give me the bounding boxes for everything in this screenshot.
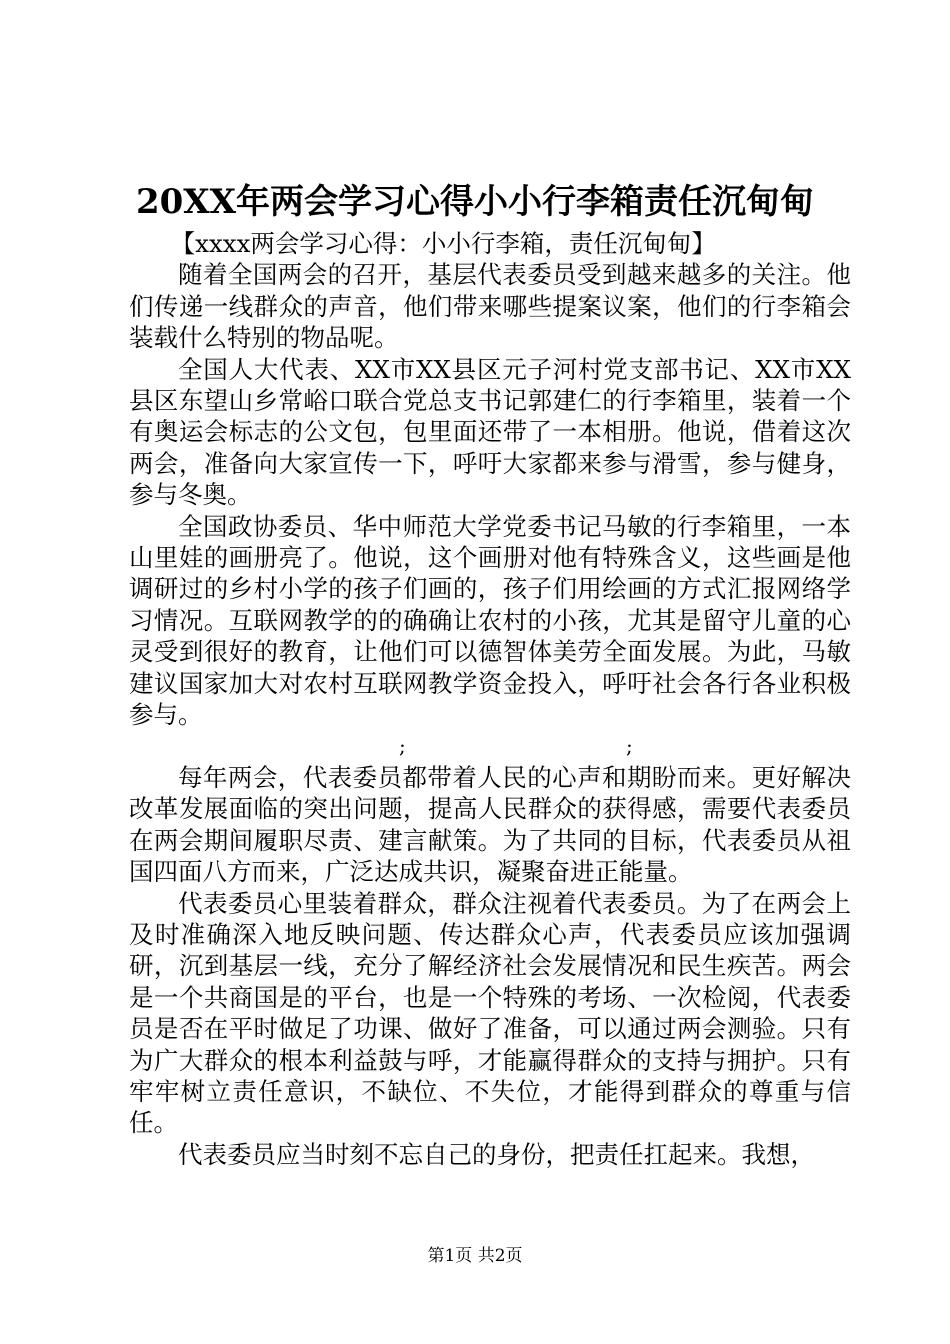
document-subtitle: 【xxxx两会学习心得：小小行李箱，责任沉甸甸】 [170,229,716,258]
separator-row [129,731,851,762]
paragraph-4: 每年两会，代表委员都带着人民的心声和期盼而来。更好解决改革发展面临的突出问题，提高人民群众的获得感，需要代表委员在两会期间履职尽责、建言献策。为了共同的目标，代表委员从祖国四面八方而来，广泛达成共识，凝聚奋进正能量。 [129,762,851,887]
document-body [129,228,851,1170]
page-footer: 第1页 共2页 [427,1246,523,1266]
paragraph-3: 全国政协委员、华中师范大学党委书记马敏的行李箱里，一本山里娃的画册亮了。他说，这个画册对他有特殊含义，这些画是他调研过的乡村小学的孩子们画的，孩子们用绘画的方式汇报网络学习情况。互联网教学的的确确让农村的小孩，尤其是留守儿童的心灵受到很好的教育，让他们可以德智体美劳全面发展。为此，马敏建议国家加大对农村互联网教学资金投入，呼吁社会各行各业积极参与。 [129,511,851,730]
document-title: 20XX年两会学习心得小小行李箱责任沉甸甸 [135,182,815,222]
paragraph-6: 代表委员应当时刻不忘自己的身份，把责任扛起来。我想， [178,1139,815,1169]
separator-mark: ; [399,733,406,758]
separator-mark: ; [626,733,633,758]
paragraph-2: 全国人大代表、XX市XX县区元子河村党支部书记、XX市XX县区东望山乡常峪口联合党总支书记郭建仁的行李箱里，装着一个有奥运会标志的公文包，包里面还带了一本相册。他说，借着这次两会，准备向大家宣传一下，呼吁大家都来参与滑雪，参与健身，参与冬奥。 [129,354,851,510]
paragraph-5: 代表委员心里装着群众，群众注视着代表委员。为了在两会上及时准确深入地反映问题、传达群众心声，代表委员应该加强调研，沉到基层一线，充分了解经济社会发展情况和民生疾苦。两会是一个共商国是的平台，也是一个特殊的考场、一次检阅，代表委员是否在平时做足了功课、做好了准备，可以通过两会测验。只有为广大群众的根本利益鼓与呼，才能赢得群众的支持与拥护。只有牢牢树立责任意识，不缺位、不失位，才能得到群众的尊重与信任。 [129,888,851,1138]
paragraph-1: 随着全国两会的召开，基层代表委员受到越来越多的关注。他们传递一线群众的声音，他们带来哪些提案议案，他们的行李箱会装载什么特别的物品呢。 [129,260,851,353]
